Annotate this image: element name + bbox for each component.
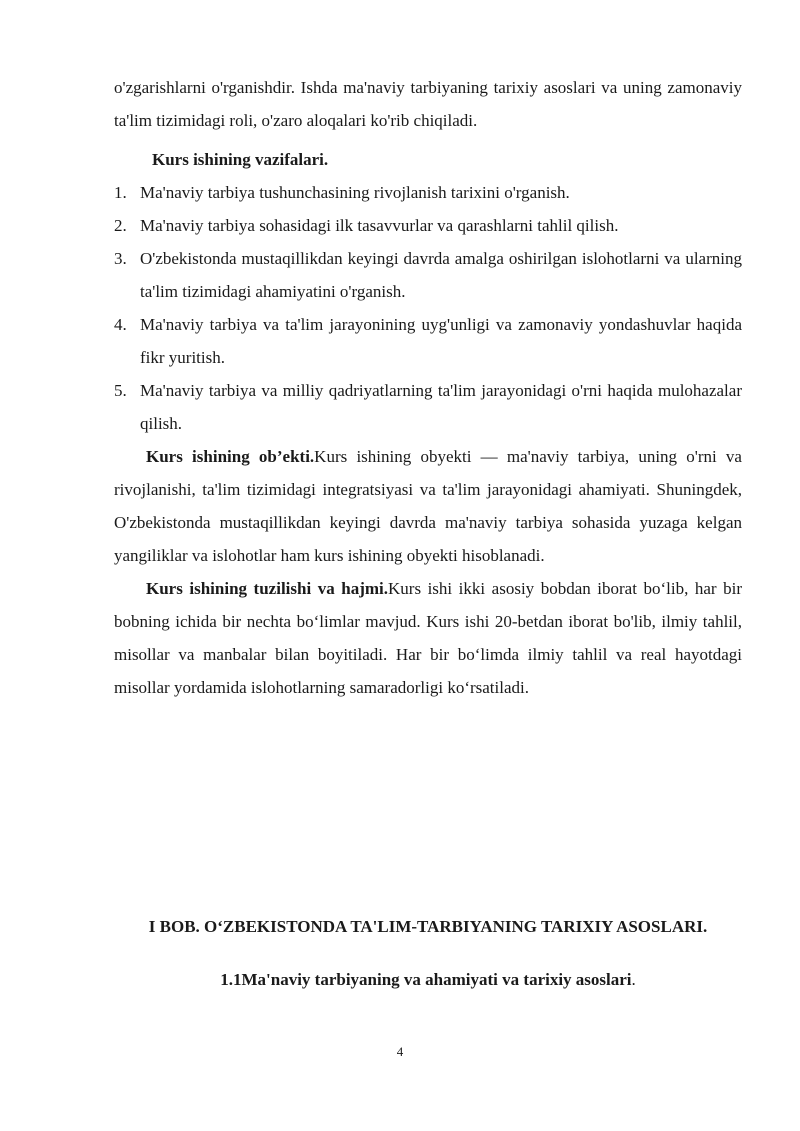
object-label: Kurs ishining ob’ekti. xyxy=(146,447,315,466)
list-item xyxy=(114,374,742,440)
tasks-heading: Kurs ishining vazifalari. xyxy=(152,150,329,169)
list-item xyxy=(114,176,742,209)
structure-text: Kurs ishi ikki asosiy bobdan iborat bo‘lib, har bir bobning ichida bir nechta bo‘limlar mavjud. Kurs ishi 20-betdan iborat bo'lib, ilmiy tahlil, misollar va manbalar bilan boyitiladi. Har bir bo‘limda ilmiy tahlil va real hayotdagi misollar yordamida islohotlarning samaradorligi ko‘rsatiladi. xyxy=(114,579,742,697)
structure-label: Kurs ishining tuzilishi va hajmi. xyxy=(146,579,388,598)
list-item-number: 5. xyxy=(114,381,127,400)
list-item xyxy=(114,242,742,308)
body-text xyxy=(114,71,742,704)
chapter-title: I BOB. O‘ZBEKISTONDA TA'LIM-TARBIYANING TARIXIY ASOSLARI. xyxy=(148,917,708,936)
list-item-number: 1. xyxy=(114,183,127,202)
list-item-text: Ma'naviy tarbiya va ta'lim jarayonining uyg'unligi va zamonaviy yondashuvlar haqida fikr yuritish. xyxy=(140,315,742,367)
list-item xyxy=(114,308,742,374)
list-item-number: 4. xyxy=(114,315,127,334)
section-title xyxy=(114,963,742,996)
list-item xyxy=(114,209,742,242)
list-item-text: O'zbekistonda mustaqillikdan keyingi davrda amalga oshirilgan islohotlarni va ularning ta'lim tizimidagi ahamiyatini o'rganish. xyxy=(140,249,742,301)
list-item-text: Ma'naviy tarbiya va milliy qadriyatlarning ta'lim jarayonidagi o'rni haqida mulohazalar qilish. xyxy=(140,381,742,433)
page-number: 4 xyxy=(396,1044,404,1059)
list-item-text: Ma'naviy tarbiya tushunchasining rivojlanish tarixini o'rganish. xyxy=(140,183,570,202)
object-paragraph xyxy=(114,440,742,572)
section-title-text: 1.1Ma'naviy tarbiyaning va ahamiyati va tarixiy asoslari xyxy=(220,970,632,989)
intro-paragraph: o'zgarishlarni o'rganishdir. Ishda ma'naviy tarbiyaning tarixiy asoslari va uning zamonaviy ta'lim tizimidagi roli, o'zaro aloqalari ko'rib chiqiladi. xyxy=(114,78,742,130)
list-item-text: Ma'naviy tarbiya sohasidagi ilk tasavvurlar va qarashlarni tahlil qilish. xyxy=(140,216,619,235)
object-text: Kurs ishining obyekti — ma'naviy tarbiya, uning o'rni va rivojlanishi, ta'lim tizimidagi integratsiyasi va ta'lim jarayonidagi ahamiyati. Shuningdek, O'zbekistonda mustaqillikdan keyingi davrda ma'naviy tarbiya sohasida yuzaga kelgan yangiliklar va islohotlar ham kurs ishining obyekti hisoblanadi. xyxy=(114,447,742,565)
list-item-number: 3. xyxy=(114,249,127,268)
structure-paragraph xyxy=(114,572,742,704)
tasks-list xyxy=(114,176,742,440)
section-title-period: . xyxy=(631,970,636,989)
list-item-number: 2. xyxy=(114,216,127,235)
